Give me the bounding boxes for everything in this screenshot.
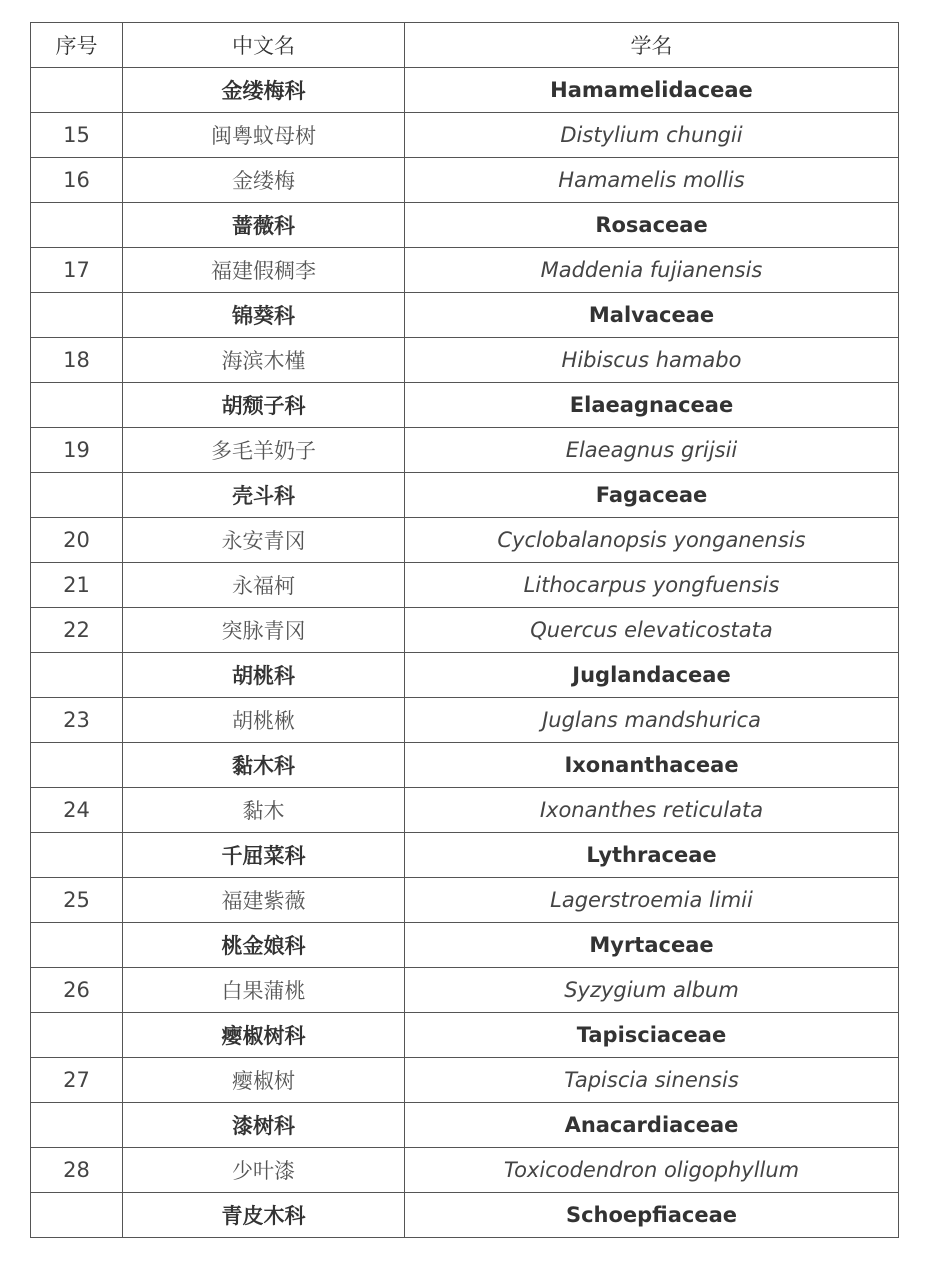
species-scientific-name: Ixonanthes reticulata <box>405 788 899 833</box>
species-chinese-name: 少叶漆 <box>123 1148 405 1193</box>
family-scientific-name: Hamamelidaceae <box>405 68 899 113</box>
family-chinese-name: 胡桃科 <box>123 653 405 698</box>
number-cell: 28 <box>31 1148 123 1193</box>
species-scientific-name: Hamamelis mollis <box>405 158 899 203</box>
species-scientific-name: Syzygium album <box>405 968 899 1013</box>
species-row <box>31 1148 899 1193</box>
family-scientific-name: Ixonanthaceae <box>405 743 899 788</box>
family-scientific-name: Tapisciaceae <box>405 1013 899 1058</box>
family-row <box>31 1013 899 1058</box>
table-body <box>31 68 899 1238</box>
family-scientific-name: Myrtaceae <box>405 923 899 968</box>
number-cell <box>31 383 123 428</box>
species-row <box>31 878 899 923</box>
species-row <box>31 518 899 563</box>
family-row <box>31 473 899 518</box>
species-row <box>31 248 899 293</box>
family-row <box>31 383 899 428</box>
species-scientific-name: Cyclobalanopsis yonganensis <box>405 518 899 563</box>
number-cell: 19 <box>31 428 123 473</box>
number-cell <box>31 833 123 878</box>
family-chinese-name: 桃金娘科 <box>123 923 405 968</box>
species-chinese-name: 永福柯 <box>123 563 405 608</box>
family-row <box>31 1103 899 1148</box>
table-header-row <box>31 23 899 68</box>
number-cell: 16 <box>31 158 123 203</box>
number-cell <box>31 473 123 518</box>
family-scientific-name: Malvaceae <box>405 293 899 338</box>
species-scientific-name: Lagerstroemia limii <box>405 878 899 923</box>
species-chinese-name: 多毛羊奶子 <box>123 428 405 473</box>
species-scientific-name: Elaeagnus grijsii <box>405 428 899 473</box>
species-row <box>31 428 899 473</box>
species-scientific-name: Lithocarpus yongfuensis <box>405 563 899 608</box>
species-scientific-name: Distylium chungii <box>405 113 899 158</box>
header-number: 序号 <box>31 23 123 68</box>
header-chinese-name: 中文名 <box>123 23 405 68</box>
family-row <box>31 203 899 248</box>
number-cell: 25 <box>31 878 123 923</box>
species-scientific-name: Quercus elevaticostata <box>405 608 899 653</box>
number-cell <box>31 1103 123 1148</box>
number-cell: 20 <box>31 518 123 563</box>
family-scientific-name: Lythraceae <box>405 833 899 878</box>
family-row <box>31 743 899 788</box>
species-scientific-name: Hibiscus hamabo <box>405 338 899 383</box>
family-chinese-name: 漆树科 <box>123 1103 405 1148</box>
species-row <box>31 608 899 653</box>
number-cell: 21 <box>31 563 123 608</box>
family-chinese-name: 千屈菜科 <box>123 833 405 878</box>
number-cell: 15 <box>31 113 123 158</box>
number-cell: 24 <box>31 788 123 833</box>
number-cell <box>31 1013 123 1058</box>
family-chinese-name: 金缕梅科 <box>123 68 405 113</box>
species-chinese-name: 金缕梅 <box>123 158 405 203</box>
species-row <box>31 158 899 203</box>
species-chinese-name: 海滨木槿 <box>123 338 405 383</box>
number-cell <box>31 68 123 113</box>
species-chinese-name: 永安青冈 <box>123 518 405 563</box>
species-row <box>31 1058 899 1103</box>
family-scientific-name: Anacardiaceae <box>405 1103 899 1148</box>
family-chinese-name: 黏木科 <box>123 743 405 788</box>
family-scientific-name: Fagaceae <box>405 473 899 518</box>
family-scientific-name: Schoepfiaceae <box>405 1193 899 1238</box>
species-row <box>31 968 899 1013</box>
number-cell <box>31 923 123 968</box>
species-chinese-name: 闽粤蚊母树 <box>123 113 405 158</box>
family-row <box>31 923 899 968</box>
species-chinese-name: 突脉青冈 <box>123 608 405 653</box>
species-scientific-name: Juglans mandshurica <box>405 698 899 743</box>
family-row <box>31 68 899 113</box>
family-chinese-name: 瘿椒树科 <box>123 1013 405 1058</box>
family-scientific-name: Juglandaceae <box>405 653 899 698</box>
family-chinese-name: 壳斗科 <box>123 473 405 518</box>
species-scientific-name: Tapiscia sinensis <box>405 1058 899 1103</box>
number-cell: 27 <box>31 1058 123 1103</box>
number-cell <box>31 293 123 338</box>
species-row <box>31 698 899 743</box>
number-cell: 17 <box>31 248 123 293</box>
species-chinese-name: 白果蒲桃 <box>123 968 405 1013</box>
species-row <box>31 113 899 158</box>
family-row <box>31 833 899 878</box>
family-scientific-name: Rosaceae <box>405 203 899 248</box>
family-chinese-name: 胡颓子科 <box>123 383 405 428</box>
family-row <box>31 653 899 698</box>
species-row <box>31 788 899 833</box>
number-cell: 26 <box>31 968 123 1013</box>
header-scientific-name: 学名 <box>405 23 899 68</box>
family-chinese-name: 锦葵科 <box>123 293 405 338</box>
family-row <box>31 293 899 338</box>
family-row <box>31 1193 899 1238</box>
number-cell <box>31 653 123 698</box>
number-cell <box>31 1193 123 1238</box>
family-scientific-name: Elaeagnaceae <box>405 383 899 428</box>
species-scientific-name: Toxicodendron oligophyllum <box>405 1148 899 1193</box>
number-cell <box>31 743 123 788</box>
species-row <box>31 563 899 608</box>
family-chinese-name: 蔷薇科 <box>123 203 405 248</box>
species-scientific-name: Maddenia fujianensis <box>405 248 899 293</box>
family-chinese-name: 青皮木科 <box>123 1193 405 1238</box>
species-chinese-name: 黏木 <box>123 788 405 833</box>
species-chinese-name: 瘿椒树 <box>123 1058 405 1103</box>
number-cell: 22 <box>31 608 123 653</box>
species-table <box>30 22 899 1238</box>
species-row <box>31 338 899 383</box>
species-chinese-name: 胡桃楸 <box>123 698 405 743</box>
species-chinese-name: 福建紫薇 <box>123 878 405 923</box>
species-chinese-name: 福建假稠李 <box>123 248 405 293</box>
number-cell <box>31 203 123 248</box>
number-cell: 23 <box>31 698 123 743</box>
number-cell: 18 <box>31 338 123 383</box>
